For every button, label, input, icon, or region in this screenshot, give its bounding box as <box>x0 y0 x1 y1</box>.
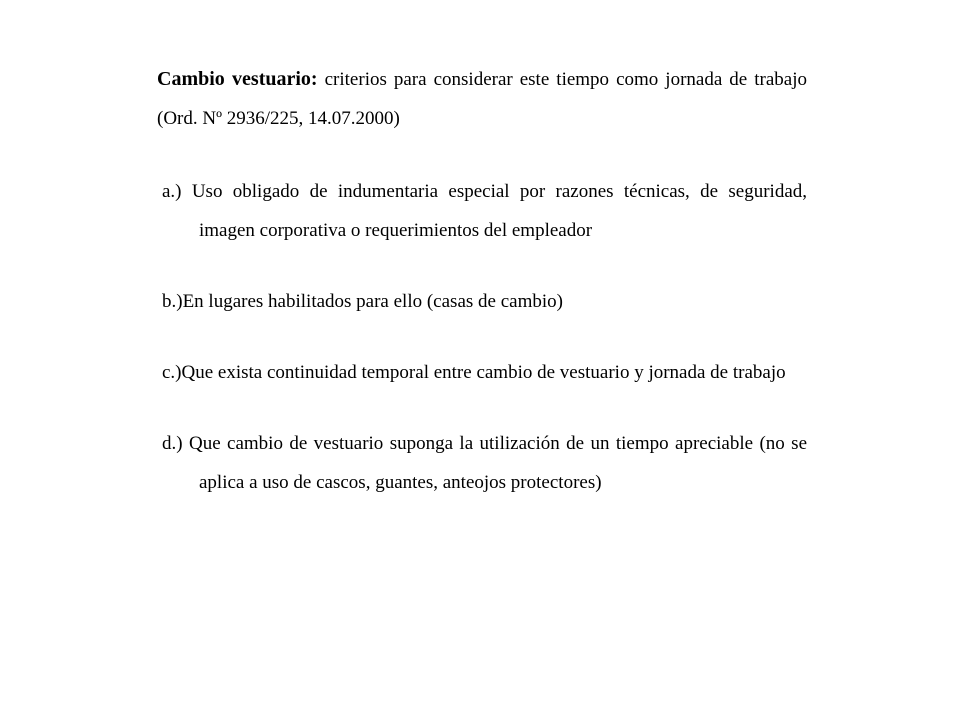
criteria-marker: b.) <box>162 291 183 312</box>
criteria-text: Que exista continuidad temporal entre cambio de vestuario y jornada de trabajo <box>181 362 786 383</box>
criteria-list <box>162 172 807 502</box>
criteria-marker: a.) <box>162 181 182 202</box>
heading-description: criterios para considerar este tiempo como jornada de trabajo (Ord. Nº 2936/225, 14.07.2000) <box>157 69 807 129</box>
criteria-text: En lugares habilitados para ello (casas de cambio) <box>182 291 563 312</box>
criteria-item-a <box>162 172 807 250</box>
criteria-marker: d.) <box>162 433 183 454</box>
heading-title: Cambio vestuario: <box>157 68 318 90</box>
criteria-text: Uso obligado de indumentaria especial por razones técnicas, de seguridad, imagen corporativa o requerimientos del empleador <box>181 181 807 241</box>
criteria-marker: c.) <box>162 362 182 383</box>
criteria-item-b <box>162 282 807 321</box>
heading <box>157 60 807 138</box>
criteria-item-d <box>162 424 807 502</box>
criteria-text: Que cambio de vestuario suponga la utilización de un tiempo apreciable (no se aplica a uso de cascos, guantes, anteojos protectores) <box>182 433 807 493</box>
document-body <box>157 60 807 502</box>
criteria-item-c <box>162 353 807 392</box>
